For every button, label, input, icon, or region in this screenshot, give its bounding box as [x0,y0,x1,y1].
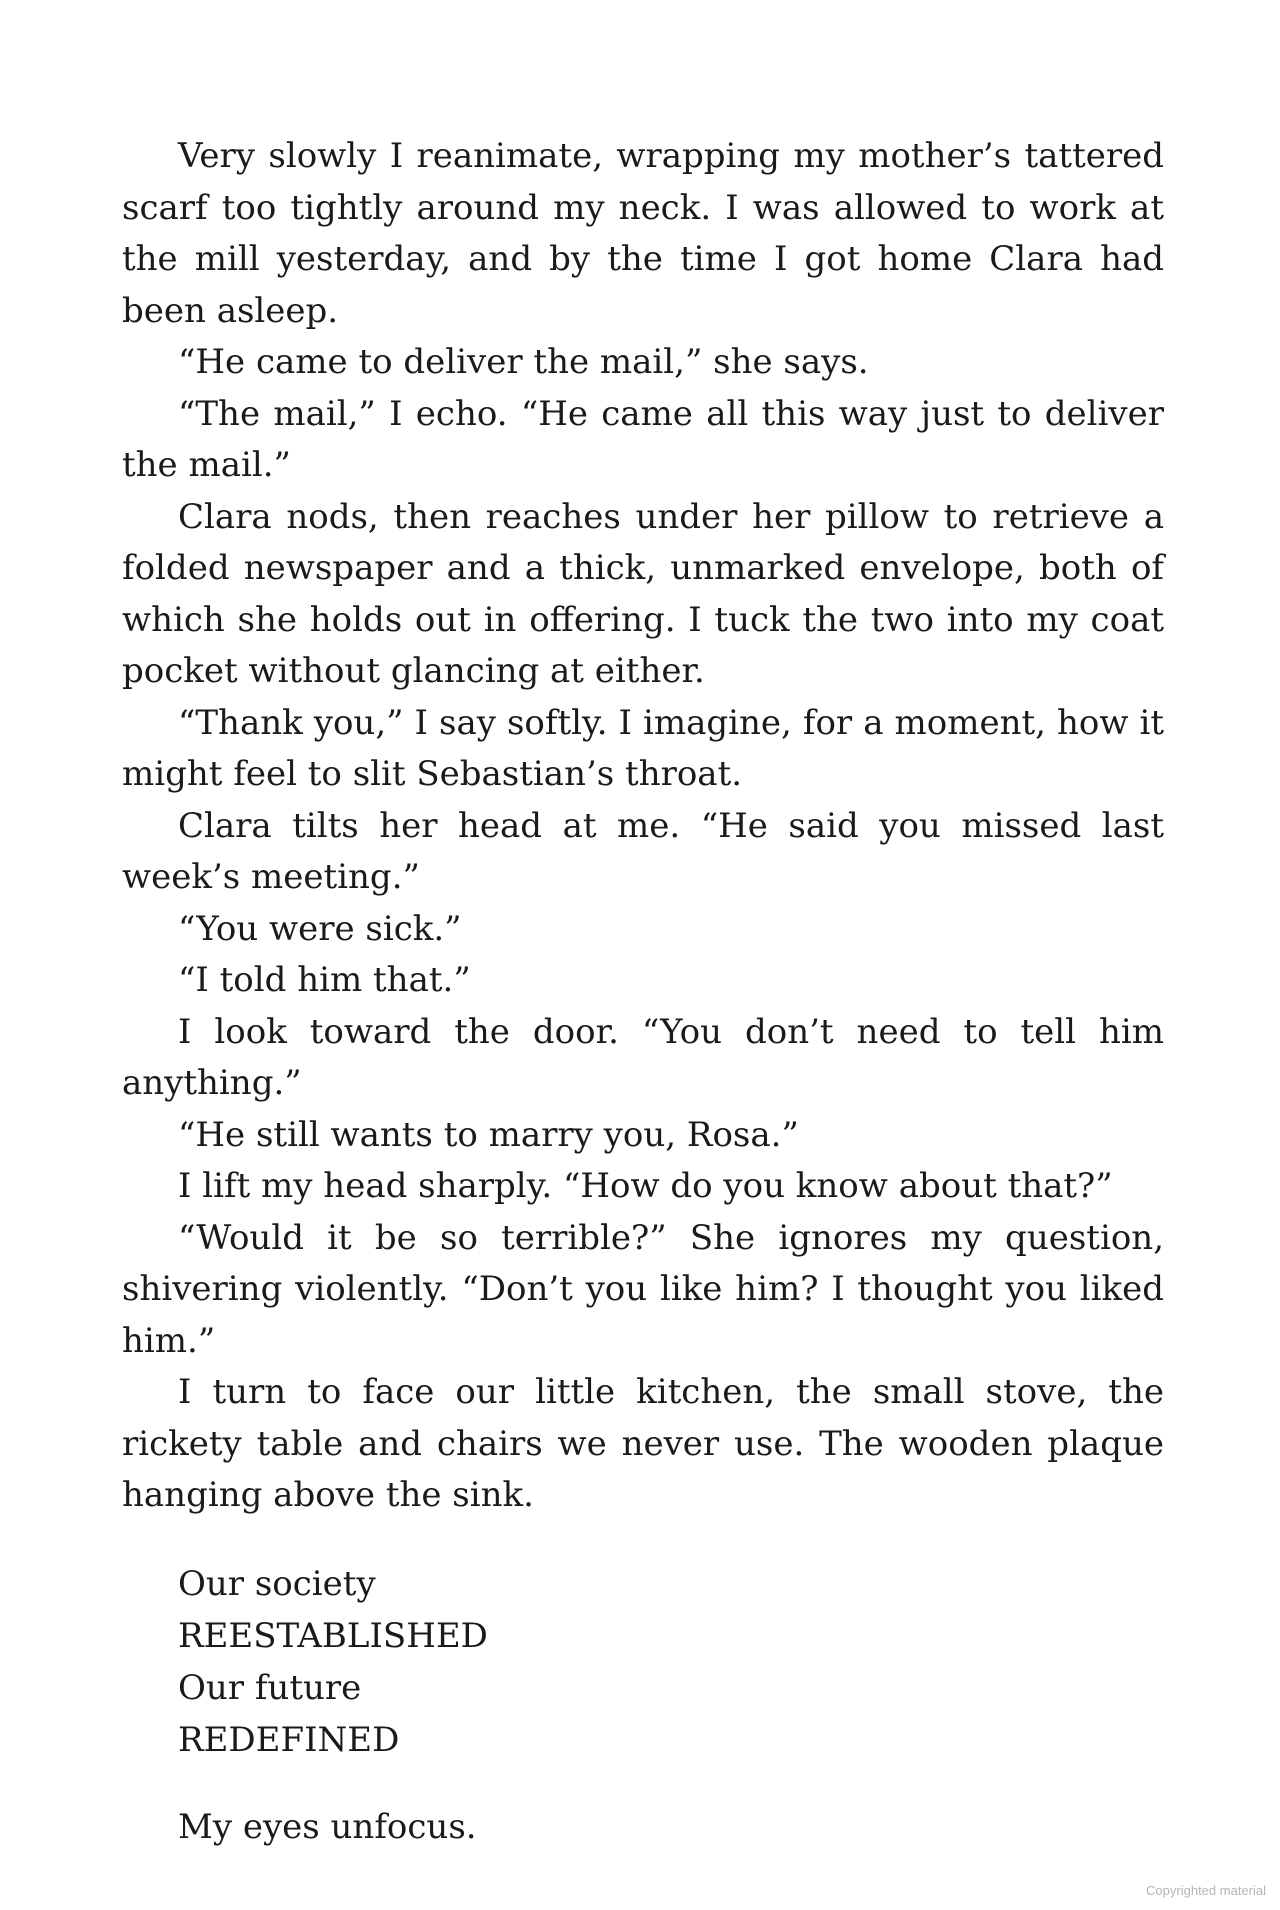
paragraph: I turn to face our little kitchen, the small stove, the rickety table and chairs we never use. The wooden plaque hanging above the sink. [122,1372,1164,1515]
paragraph: I lift my head sharply. “How do you know about that?” [178,1166,1113,1206]
plaque-line: Our society [178,1563,376,1604]
paragraph: “You were sick.” [178,908,462,949]
page-body [122,131,1164,1853]
plaque-text [122,1558,1164,1766]
plaque-line: REDEFINED [178,1719,400,1760]
paragraph: “I told him that.” [178,960,471,1000]
paragraph: Clara nods, then reaches under her pillow to retrieve a folded newspaper and a thick, unmarked envelope, both of which she holds out in offering. I tuck the two into my coat pocket without glancing at either. [122,496,1164,691]
plaque-line: Our future [178,1667,362,1708]
copyright-watermark: Copyrighted material [1146,1883,1266,1898]
paragraph: “The mail,” I echo. “He came all this way just to deliver the mail.” [122,393,1164,485]
plaque-line: REESTABLISHED [178,1615,488,1656]
closing-line: My eyes unfocus. [178,1806,477,1847]
paragraph: “Would it be so terrible?” She ignores my question, shivering violently. “Don’t you like him? I thought you liked him.” [122,1217,1164,1361]
paragraph: I look toward the door. “You don’t need to tell him anything.” [122,1011,1164,1103]
paragraph: “Thank you,” I say softly. I imagine, for a moment, how it might feel to slit Sebastian’s throat. [122,702,1164,794]
paragraph: “He still wants to marry you, Rosa.” [178,1114,799,1155]
paragraph: Very slowly I reanimate, wrapping my mother’s tattered scarf too tightly around my neck. I was allowed to work at the mill yesterday, and by the time I got home Clara had been asleep. [122,136,1164,331]
paragraph: “He came to deliver the mail,” she says. [178,342,869,382]
paragraph: Clara tilts her head at me. “He said you missed last week’s meeting.” [122,805,1164,897]
